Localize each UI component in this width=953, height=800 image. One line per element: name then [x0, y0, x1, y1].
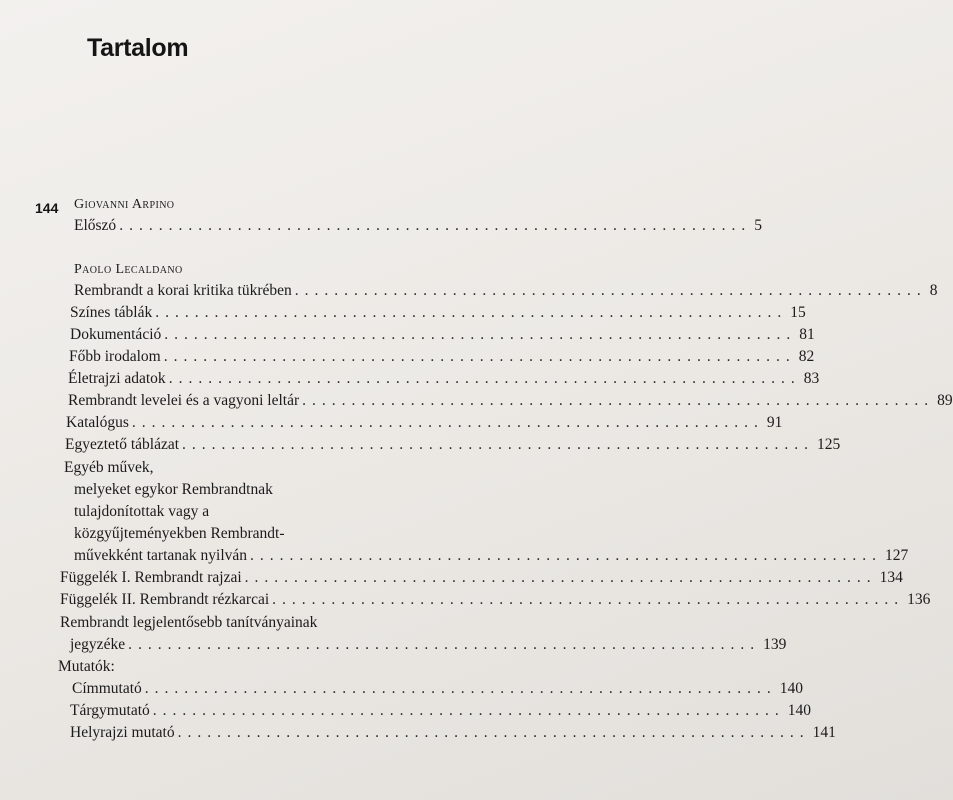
toc-entry-title: jegyzéke — [70, 636, 126, 653]
section-author: Paolo Lecaldano — [74, 262, 183, 277]
toc-entry — [74, 216, 762, 236]
toc-entry-title: Függelék I. Rembrandt rajzai — [60, 569, 242, 586]
toc-entry-line: Egyéb művek, — [64, 459, 154, 476]
toc-entry-page: 8 — [929, 282, 938, 299]
toc-entry — [69, 347, 815, 367]
toc-entry — [65, 435, 841, 455]
toc-entry — [70, 701, 812, 721]
toc-entry-title: Helyrajzi mutató — [70, 724, 175, 741]
toc-subheading: Mutatók: — [58, 658, 115, 675]
dot-leader: ................................................................ — [168, 370, 801, 387]
toc-entry — [60, 590, 931, 610]
toc-entry-line: tulajdonítottak vagy a — [74, 503, 210, 520]
toc-entry — [66, 413, 783, 433]
toc-entry-page: 81 — [799, 326, 815, 343]
toc-entry-title: művekként tartanak nyilván — [74, 547, 248, 564]
toc-entry — [70, 303, 806, 323]
dot-leader: ................................................................ — [177, 724, 810, 741]
toc-entry-page: 127 — [885, 547, 909, 564]
dot-leader: ................................................................ — [272, 591, 905, 608]
toc-entry-title: Rembrandt levelei és a vagyoni leltár — [68, 392, 300, 409]
toc-entry-page: 140 — [779, 680, 803, 697]
toc-entry-line: közgyűjteményekben Rembrandt- — [74, 525, 285, 542]
toc-entry-page: 139 — [763, 636, 787, 653]
dot-leader: ................................................................ — [244, 569, 877, 586]
toc-entry-title: Főbb irodalom — [69, 348, 161, 365]
toc-entry-page: 89 — [937, 392, 953, 409]
toc-entry — [68, 369, 820, 389]
dot-leader: ................................................................ — [164, 326, 797, 343]
toc-entry-page: 5 — [754, 217, 762, 234]
toc-entry — [68, 391, 953, 411]
dot-leader: ................................................................ — [152, 702, 785, 719]
toc-entry — [70, 325, 815, 345]
dot-leader: ................................................................ — [302, 392, 935, 409]
toc-entry-title: Színes táblák — [70, 304, 153, 321]
toc-entry-title: Rembrandt a korai kritika tükrében — [74, 282, 292, 299]
toc-entry — [70, 723, 836, 743]
toc-entry-page: 82 — [798, 348, 815, 365]
toc-entry — [70, 635, 787, 655]
toc-entry-page: 15 — [790, 304, 806, 321]
toc-entry-page: 125 — [817, 436, 841, 453]
toc-entry-page: 136 — [907, 591, 931, 608]
dot-leader: ................................................................ — [144, 680, 777, 697]
toc-entry-title: Dokumentáció — [70, 326, 162, 343]
toc-entry-line: melyeket egykor Rembrandtnak — [74, 481, 273, 498]
toc-entry-title: Előszó — [74, 217, 117, 234]
toc-entry-title: Tárgymutató — [70, 702, 150, 719]
toc-entry-title: Katalógus — [66, 414, 129, 431]
toc-entry-page: 134 — [879, 569, 903, 586]
dot-leader: ................................................................ — [250, 547, 883, 564]
dot-leader: ................................................................ — [155, 304, 788, 321]
toc-entry-page: 141 — [812, 724, 836, 741]
toc-entry-line: Rembrandt legjelentősebb tanítványainak — [60, 614, 318, 631]
page-title: Tartalom — [87, 34, 189, 62]
dot-leader: ................................................................ — [119, 217, 752, 234]
toc-entry — [60, 568, 903, 588]
toc-entry-title: Címmutató — [72, 680, 142, 697]
section-author: Giovanni Arpino — [74, 197, 175, 212]
dot-leader: ................................................................ — [163, 348, 796, 365]
toc-entry-title: Egyeztető táblázat — [65, 436, 180, 453]
toc-entry-title: Életrajzi adatok — [68, 370, 166, 387]
toc-entry-page: 140 — [787, 702, 812, 719]
toc-entry-page: 91 — [766, 414, 783, 431]
toc-entry — [74, 281, 938, 301]
dot-leader: ................................................................ — [182, 436, 815, 453]
dot-leader: ................................................................ — [131, 414, 764, 431]
toc-entry — [72, 679, 803, 699]
dot-leader: ................................................................ — [128, 636, 761, 653]
toc-entry — [74, 546, 909, 566]
page-number: 144 — [35, 200, 59, 216]
dot-leader: ................................................................ — [294, 282, 927, 299]
toc-entry-page: 83 — [803, 370, 820, 387]
toc-entry-title: Függelék II. Rembrandt rézkarcai — [60, 591, 270, 608]
